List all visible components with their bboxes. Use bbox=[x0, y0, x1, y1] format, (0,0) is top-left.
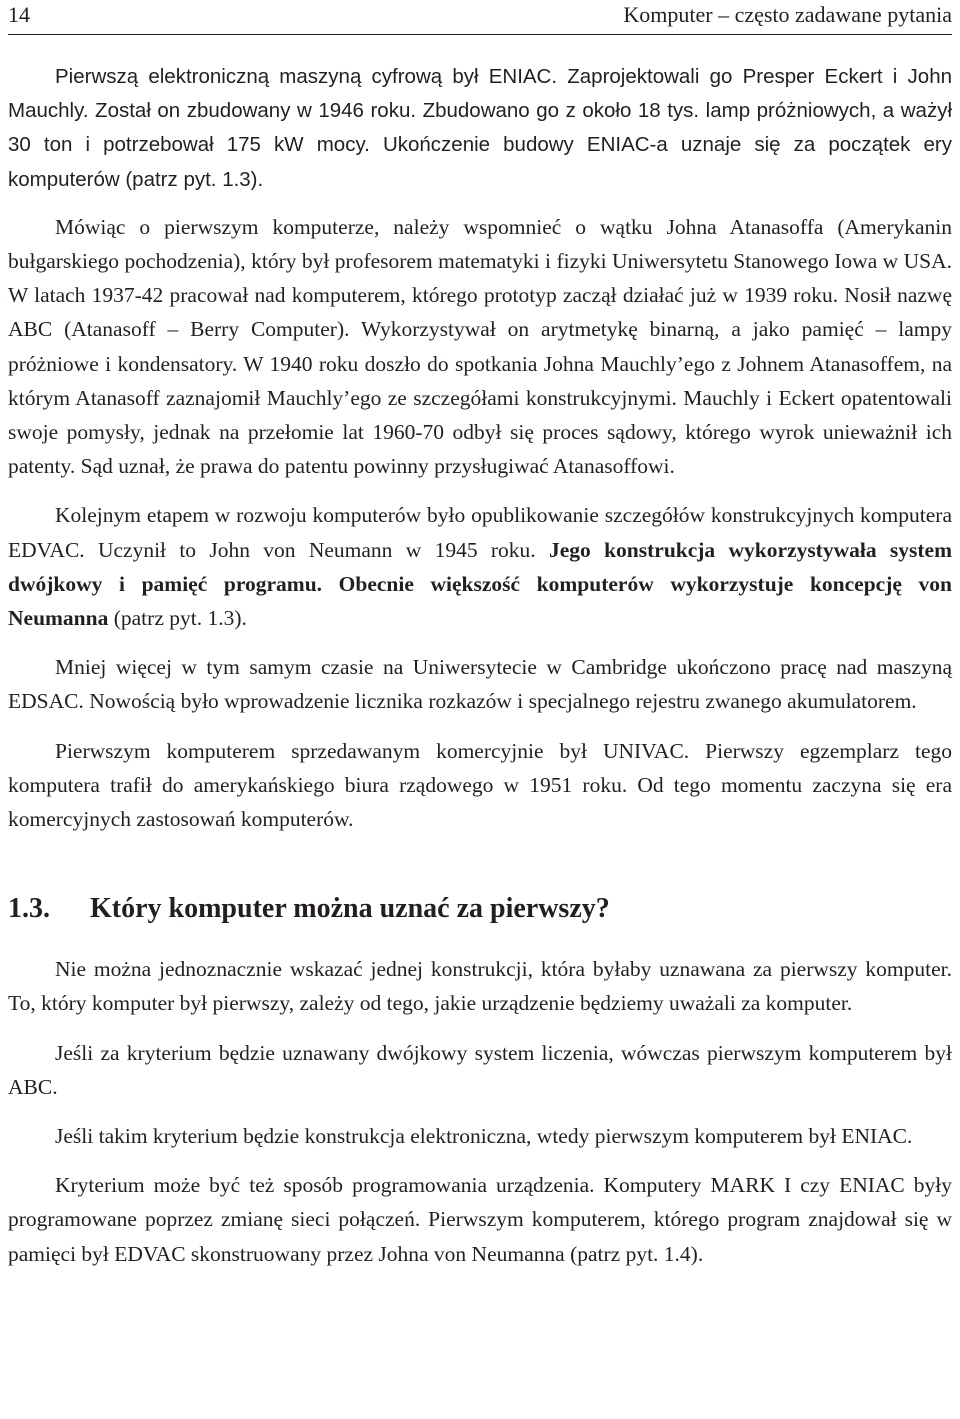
paragraph-atanasoff: Mówiąc o pierwszym komputerze, należy wspomnieć o wątku Johna Atanasoffa (Amerykanin bułgarskiego pochodzenia), który był profesorem matematyki i fizyki Uniwersytetu Stanowego Iowa w USA. W latach 1937-42 pracował nad komputerem, którego prototyp zaczął działać już w 1939 roku. Nosił nazwę ABC (Atanasoff – Berry Computer). Wykorzystywał on arytmetykę binarną, a jako pamięć – lampy próżniowe i kondensatory. W 1940 roku doszło do spotkania Johna Mauchly’ego z Johnem Atanasoffem, na którym Atanasoff zaznajomił Mauchly’ego ze szczegółami konstrukcyjnymi. Mauchly i Eckert opatentowali swoje pomysły, jednak na przełomie lat 1960-70 odbył się proces sądowy, którego wyrok unieważnił ich patenty. Sąd uznał, że prawa do patentu powinny przysługiwać Atanasoffowi. bbox=[8, 214, 952, 479]
paragraph-criterion-binary: Jeśli za kryterium będzie uznawany dwójkowy system liczenia, wówczas pierwszym komputerem był ABC. bbox=[8, 1040, 952, 1099]
section-number: 1.3. bbox=[8, 893, 50, 925]
paragraph-edvac-end: (patrz pyt. 1.3). bbox=[108, 606, 247, 631]
section-title: Który komputer można uznać za pierwszy? bbox=[90, 893, 610, 925]
page-number: 14 bbox=[8, 2, 30, 27]
running-title: Komputer – często zadawane pytania bbox=[623, 2, 952, 27]
paragraph-criterion-programming: Kryterium może być też sposób programowania urządzenia. Komputery MARK I czy ENIAC były programowane poprzez zmianę sieci połączeń. Pierwszym komputerem, którego program znajdował się w pamięci był EDVAC skonstruowany przez Johna von Neumanna (patrz pyt. 1.4). bbox=[8, 1173, 952, 1266]
section-heading bbox=[8, 891, 952, 927]
paragraph-edvac-start: Kolejnym etapem w rozwoju komputerów było opublikowanie szczegółów konstrukcyjnych komputera EDVAC. Uczynił to John von Neumann w 1945 roku. bbox=[8, 503, 952, 562]
paragraph-edvac bbox=[8, 498, 952, 635]
paragraph-no-single-answer: Nie można jednoznacznie wskazać jednej konstrukcji, która byłaby uznawana za pierwszy komputer. To, który komputer był pierwszy, zależy od tego, jakie urządzenie będziemy uważali za komputer. bbox=[8, 957, 952, 1016]
page-header bbox=[8, 0, 952, 35]
paragraph-criterion-electronic: Jeśli takim kryterium będzie konstrukcja elektroniczna, wtedy pierwszym komputerem był ENIAC. bbox=[55, 1124, 913, 1149]
paragraph-univac: Pierwszym komputerem sprzedawanym komercyjnie był UNIVAC. Pierwszy egzemplarz tego komputera trafił do amerykańskiego biura rządowego w 1951 roku. Od tego momentu zaczyna się era komercyjnych zastosowań komputerów. bbox=[8, 738, 952, 832]
page-content bbox=[8, 60, 952, 1271]
paragraph-eniac: Pierwszą elektroniczną maszyną cyfrową był ENIAC. Zaprojektowali go Presper Eckert i John Mauchly. Został on zbudowany w 1946 roku. Zbudowano go z około 18 tys. lamp próżniowych, a ważył 30 ton i potrzebował 175 kW mocy. Ukończenie budowy ENIAC-a uznaje się za początek ery komputerów (patrz pyt. 1.3). bbox=[8, 65, 952, 191]
paragraph-edsac: Mniej więcej w tym samym czasie na Uniwersytecie w Cambridge ukończono pracę nad maszyną EDSAC. Nowością było wprowadzenie licznika rozkazów i specjalnego rejestru zwanego akumulatorem. bbox=[8, 655, 952, 714]
paragraph-edvac-bold: Jego konstrukcja wykorzystywała system dwójkowy i pamięć programu. Obecnie większość komputerów wykorzystuje koncepcję von Neumanna bbox=[8, 537, 952, 631]
